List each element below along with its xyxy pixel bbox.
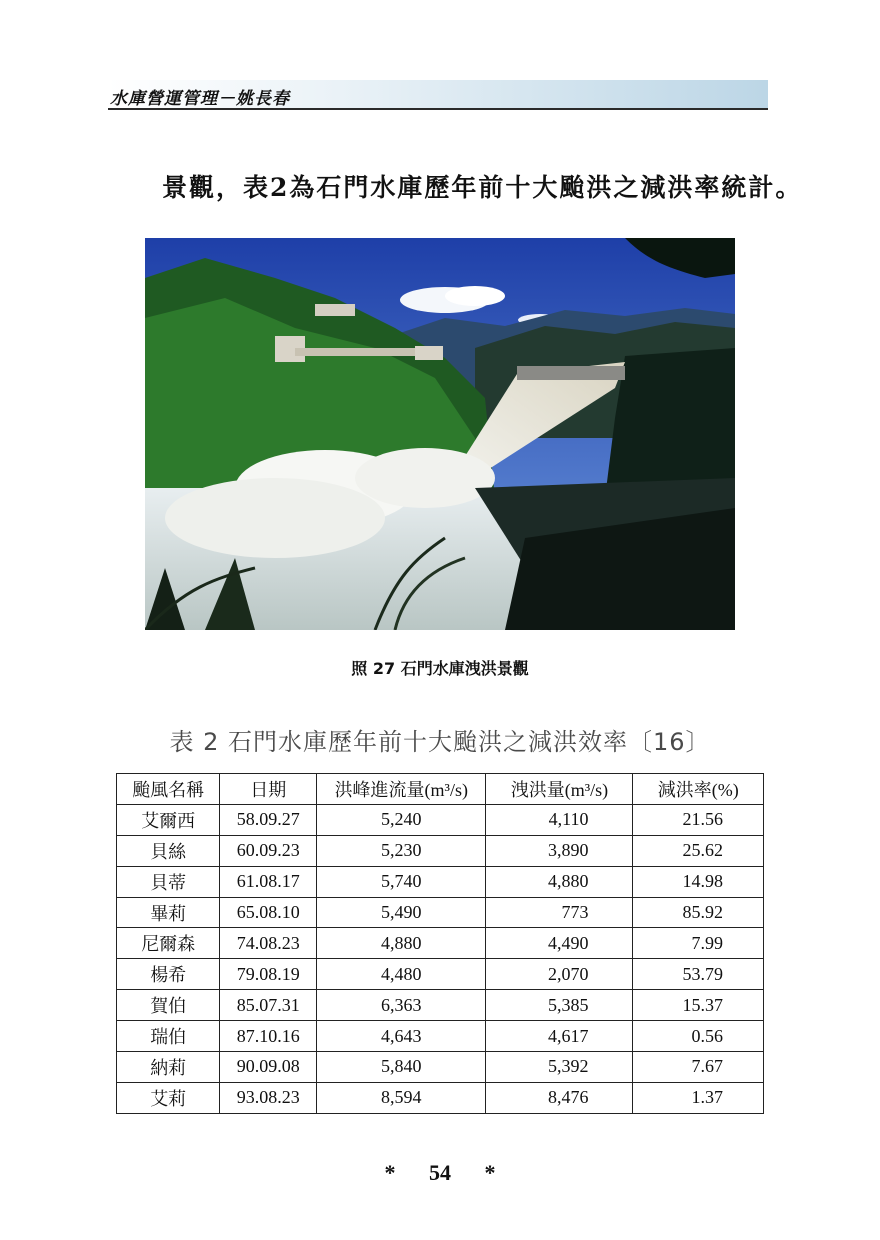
cell-date: 65.08.10 xyxy=(220,897,317,928)
cell-reduction-rate: 14.98 xyxy=(633,866,764,897)
cell-reduction-rate: 25.62 xyxy=(633,835,764,866)
header-date: 日期 xyxy=(220,774,317,805)
cell-discharge: 5,392 xyxy=(486,1052,633,1083)
cell-typhoon-name: 貝絲 xyxy=(117,835,220,866)
header-typhoon-name: 颱風名稱 xyxy=(117,774,220,805)
cell-peak-inflow: 8,594 xyxy=(317,1082,486,1113)
cell-typhoon-name: 楊希 xyxy=(117,959,220,990)
table-row xyxy=(117,1082,764,1113)
cell-reduction-rate: 53.79 xyxy=(633,959,764,990)
cell-reduction-rate: 85.92 xyxy=(633,897,764,928)
cell-date: 79.08.19 xyxy=(220,959,317,990)
header-peak-inflow: 洪峰進流量(m³/s) xyxy=(317,774,486,805)
page-number: 54 xyxy=(429,1160,451,1185)
cell-discharge: 4,110 xyxy=(486,804,633,835)
photo-caption: 照 27 石門水庫洩洪景觀 xyxy=(351,659,529,678)
cell-typhoon-name: 貝蒂 xyxy=(117,866,220,897)
cell-reduction-rate: 15.37 xyxy=(633,990,764,1021)
cell-date: 74.08.23 xyxy=(220,928,317,959)
page-footer xyxy=(0,1160,880,1186)
cell-typhoon-name: 畢莉 xyxy=(117,897,220,928)
flood-reduction-table xyxy=(116,773,764,1114)
table-header-row xyxy=(117,774,764,805)
table-row xyxy=(117,959,764,990)
header-discharge: 洩洪量(m³/s) xyxy=(486,774,633,805)
ornament-left: * xyxy=(384,1160,396,1185)
table-row xyxy=(117,1021,764,1052)
cell-date: 85.07.31 xyxy=(220,990,317,1021)
cell-date: 90.09.08 xyxy=(220,1052,317,1083)
cell-peak-inflow: 5,240 xyxy=(317,804,486,835)
cell-reduction-rate: 1.37 xyxy=(633,1082,764,1113)
cell-peak-inflow: 4,880 xyxy=(317,928,486,959)
table-title: 表 2 石門水庫歷年前十大颱洪之減洪效率〔16〕 xyxy=(169,728,711,756)
table-row xyxy=(117,990,764,1021)
cell-date: 58.09.27 xyxy=(220,804,317,835)
cell-discharge: 4,490 xyxy=(486,928,633,959)
ornament-right: * xyxy=(484,1160,496,1185)
table-row xyxy=(117,804,764,835)
running-title: 水庫營運管理－姚長春 xyxy=(110,89,290,109)
cell-date: 87.10.16 xyxy=(220,1021,317,1052)
cell-peak-inflow: 4,480 xyxy=(317,959,486,990)
cell-typhoon-name: 賀伯 xyxy=(117,990,220,1021)
cell-reduction-rate: 0.56 xyxy=(633,1021,764,1052)
cell-typhoon-name: 瑞伯 xyxy=(117,1021,220,1052)
cell-discharge: 4,880 xyxy=(486,866,633,897)
cell-peak-inflow: 4,643 xyxy=(317,1021,486,1052)
table-row xyxy=(117,866,764,897)
cell-peak-inflow: 6,363 xyxy=(317,990,486,1021)
cell-typhoon-name: 艾爾西 xyxy=(117,804,220,835)
table-row xyxy=(117,835,764,866)
cell-reduction-rate: 21.56 xyxy=(633,804,764,835)
cell-date: 93.08.23 xyxy=(220,1082,317,1113)
table-row xyxy=(117,897,764,928)
cell-discharge: 5,385 xyxy=(486,990,633,1021)
cell-discharge: 8,476 xyxy=(486,1082,633,1113)
cell-typhoon-name: 尼爾森 xyxy=(117,928,220,959)
cell-peak-inflow: 5,490 xyxy=(317,897,486,928)
cell-typhoon-name: 艾莉 xyxy=(117,1082,220,1113)
table-row xyxy=(117,1052,764,1083)
cell-discharge: 773 xyxy=(486,897,633,928)
header-reduction-rate: 減洪率(%) xyxy=(633,774,764,805)
cell-discharge: 2,070 xyxy=(486,959,633,990)
cell-discharge: 4,617 xyxy=(486,1021,633,1052)
cell-peak-inflow: 5,840 xyxy=(317,1052,486,1083)
cell-peak-inflow: 5,740 xyxy=(317,866,486,897)
cell-reduction-rate: 7.99 xyxy=(633,928,764,959)
cell-date: 60.09.23 xyxy=(220,835,317,866)
table-row xyxy=(117,928,764,959)
cell-typhoon-name: 納莉 xyxy=(117,1052,220,1083)
cell-discharge: 3,890 xyxy=(486,835,633,866)
cell-date: 61.08.17 xyxy=(220,866,317,897)
intro-paragraph: 景觀，表2為石門水庫歷年前十大颱洪之減洪率統計。 xyxy=(162,173,803,202)
dam-spillway-photo xyxy=(145,238,735,630)
cell-peak-inflow: 5,230 xyxy=(317,835,486,866)
cell-reduction-rate: 7.67 xyxy=(633,1052,764,1083)
